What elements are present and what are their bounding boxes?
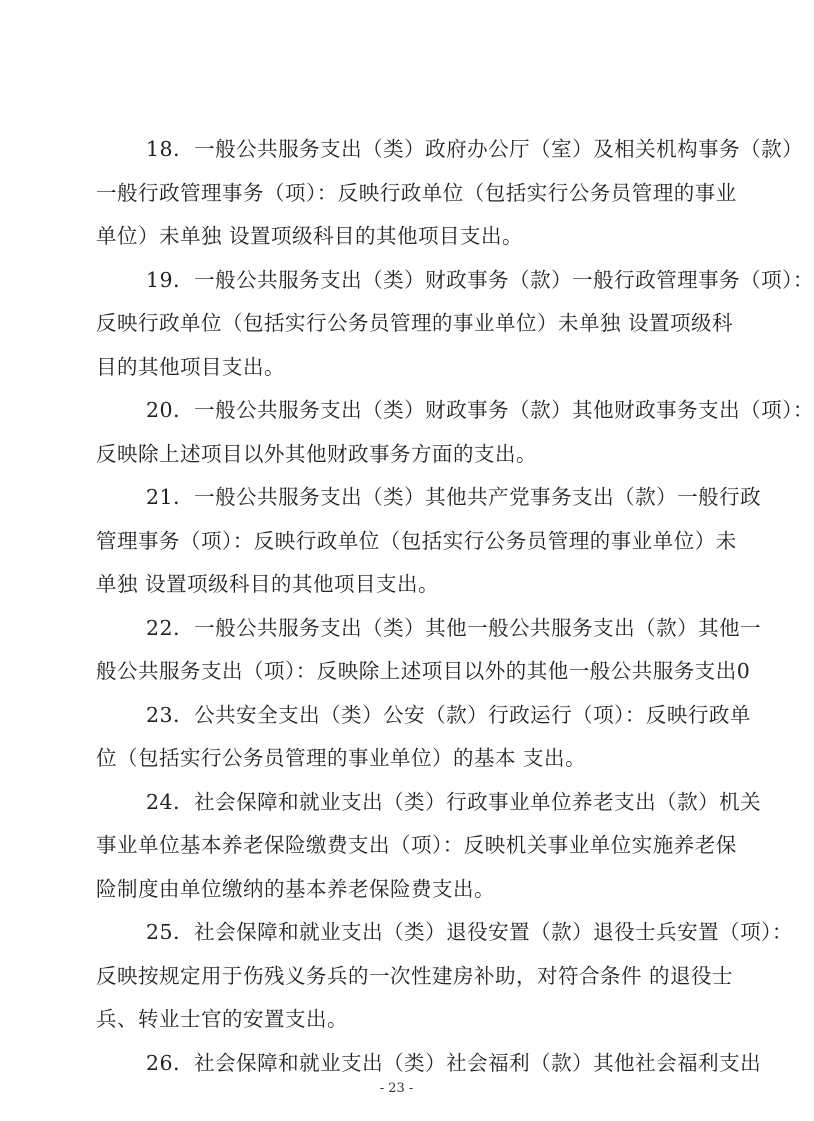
paragraph-21-line-2: 管理事务（项）：反映行政单位（包括实行公务员管理的事业单位）未 xyxy=(96,529,737,553)
paragraph-25-line-3: 兵、转业士官的安置支出。 xyxy=(96,1007,348,1031)
paragraph-19-line-3: 目的其他项目支出。 xyxy=(96,355,285,379)
paragraph-25-line-1: 25．社会保障和就业支出（类）退役安置（款）退役士兵安置（项）： xyxy=(146,920,793,944)
paragraph-21-line-1: 21．一般公共服务支出（类）其他共产党事务支出（款）一般行政 xyxy=(146,485,762,509)
page-number: - 23 - xyxy=(379,1081,414,1096)
paragraph-21-line-3: 单独 设置项级科目的其他项目支出。 xyxy=(96,572,440,596)
paragraph-19-line-2: 反映行政单位（包括实行公务员管理的事业单位）未单独 设置项级科 xyxy=(96,311,734,335)
paragraph-26-line-1: 26．社会保障和就业支出（类）社会福利（款）其他社会福利支出 xyxy=(146,1051,762,1075)
paragraph-18-line-3: 单位）未单独 设置项级科目的其他项目支出。 xyxy=(96,224,524,248)
paragraph-23-line-2: 位（包括实行公务员管理的事业单位）的基本 支出。 xyxy=(96,746,587,770)
paragraph-24-line-1: 24．社会保障和就业支出（类）行政事业单位养老支出（款）机关 xyxy=(146,790,762,814)
paragraph-23-line-1: 23．公共安全支出（类）公安（款）行政运行（项）：反映行政单 xyxy=(146,703,751,727)
paragraph-20-line-2: 反映除上述项目以外其他财政事务方面的支出。 xyxy=(96,442,537,466)
paragraph-19-line-1: 19．一般公共服务支出（类）财政事务（款）一般行政管理事务（项）： xyxy=(146,268,814,292)
paragraph-18-line-1: 18．一般公共服务支出（类）政府办公厅（室）及相关机构事务（款） xyxy=(146,137,804,161)
paragraph-20-line-1: 20．一般公共服务支出（类）财政事务（款）其他财政事务支出（项）： xyxy=(146,398,814,422)
paragraph-24-line-2: 事业单位基本养老保险缴费支出（项）：反映机关事业单位实施养老保 xyxy=(96,833,737,857)
paragraph-22-line-2: 般公共服务支出（项）：反映除上述项目以外的其他一般公共服务支出0 xyxy=(96,659,751,683)
paragraph-25-line-2: 反映按规定用于伤残义务兵的一次性建房补助，对符合条件 的退役士 xyxy=(96,964,734,988)
paragraph-24-line-3: 险制度由单位缴纳的基本养老保险费支出。 xyxy=(96,877,495,901)
paragraph-22-line-1: 22．一般公共服务支出（类）其他一般公共服务支出（款）其他一 xyxy=(146,616,762,640)
paragraph-18-line-2: 一般行政管理事务（项）：反映行政单位（包括实行公务员管理的事业 xyxy=(96,181,737,205)
